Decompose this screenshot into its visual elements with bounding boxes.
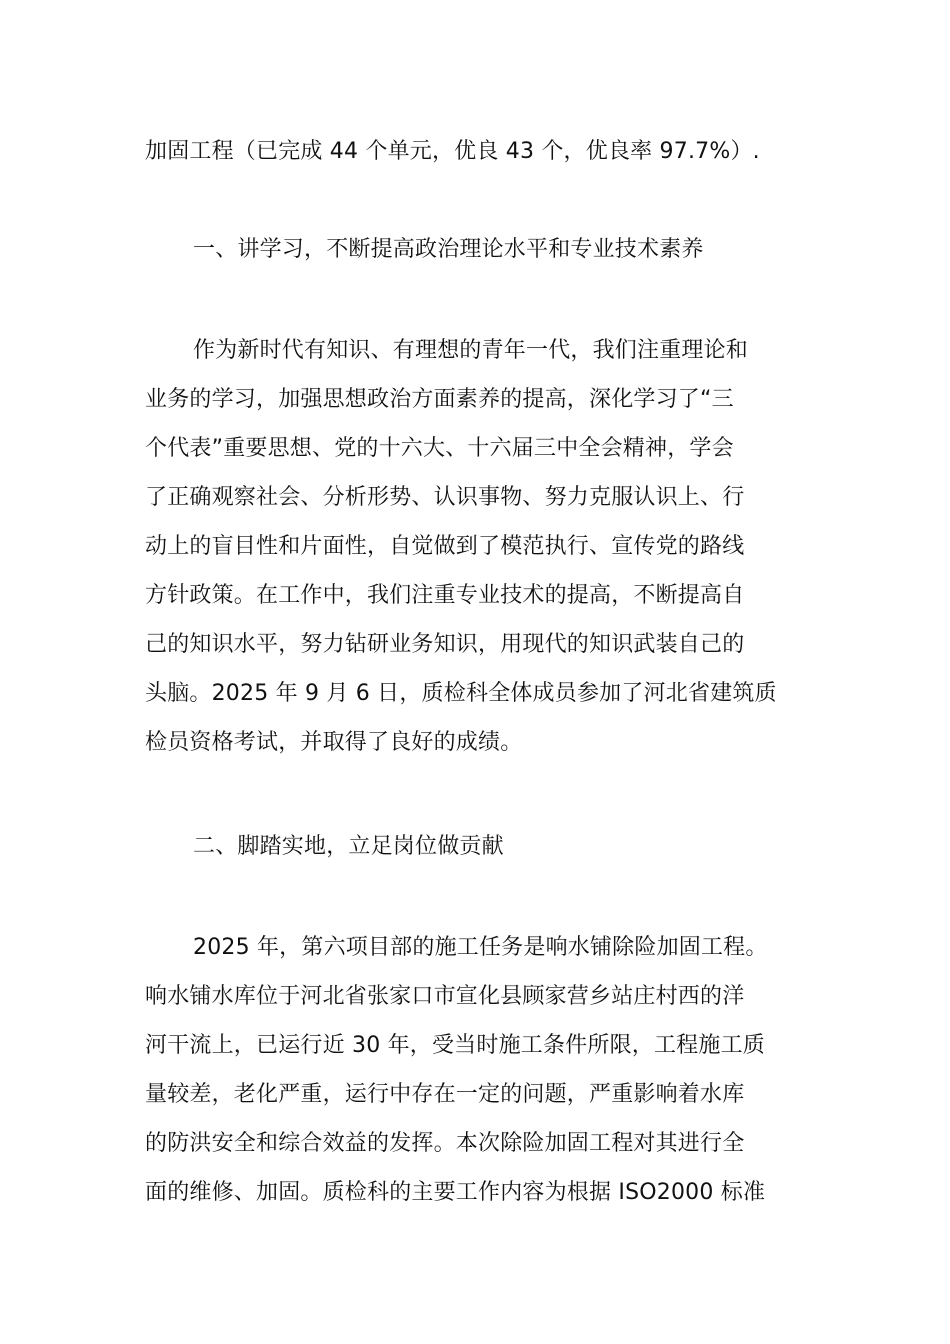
- paragraph-line: 头脑。2025 年 9 月 6 日，质检科全体成员参加了河北省建筑质: [145, 681, 777, 706]
- paragraph-line: 己的知识水平，努力钻研业务知识，用现代的知识武装自己的: [145, 632, 745, 657]
- paragraph-line: 响水铺水库位于河北省张家口市宣化县顾家营乡站庄村西的洋: [145, 984, 745, 1009]
- section-heading-2: 二、脚踏实地，立足岗位做贡献: [193, 834, 504, 859]
- paragraph-line: 方针政策。在工作中，我们注重专业技术的提高，不断提高自: [145, 583, 745, 608]
- paragraph-line: 的防洪安全和综合效益的发挥。本次除险加固工程对其进行全: [145, 1131, 745, 1156]
- paragraph-line: 检员资格考试，并取得了良好的成绩。: [145, 730, 523, 755]
- paragraph-line: 2025 年，第六项目部的施工任务是响水铺除险加固工程。: [193, 935, 768, 960]
- paragraph-line: 量较差，老化严重，运行中存在一定的问题，严重影响着水库: [145, 1082, 745, 1107]
- paragraph-line: 个代表”重要思想、党的十六大、十六届三中全会精神，学会: [145, 436, 734, 461]
- paragraph-line: 面的维修、加固。质检科的主要工作内容为根据 ISO2000 标准: [145, 1180, 766, 1205]
- section-heading-1: 一、讲学习，不断提高政治理论水平和专业技术素养: [193, 237, 704, 262]
- paragraph-line: 了正确观察社会、分析形势、认识事物、努力克服认识上、行: [145, 485, 745, 510]
- paragraph-line: 作为新时代有知识、有理想的青年一代，我们注重理论和: [193, 338, 749, 363]
- paragraph-line: 河干流上，已运行近 30 年，受当时施工条件所限，工程施工质: [145, 1033, 765, 1058]
- paragraph-line: 业务的学习，加强思想政治方面素养的提高，深化学习了“三: [145, 387, 734, 412]
- paragraph-line: 加固工程（已完成 44 个单元，优良 43 个，优良率 97.7%）.: [145, 139, 760, 164]
- paragraph-line: 动上的盲目性和片面性，自觉做到了模范执行、宣传党的路线: [145, 534, 745, 559]
